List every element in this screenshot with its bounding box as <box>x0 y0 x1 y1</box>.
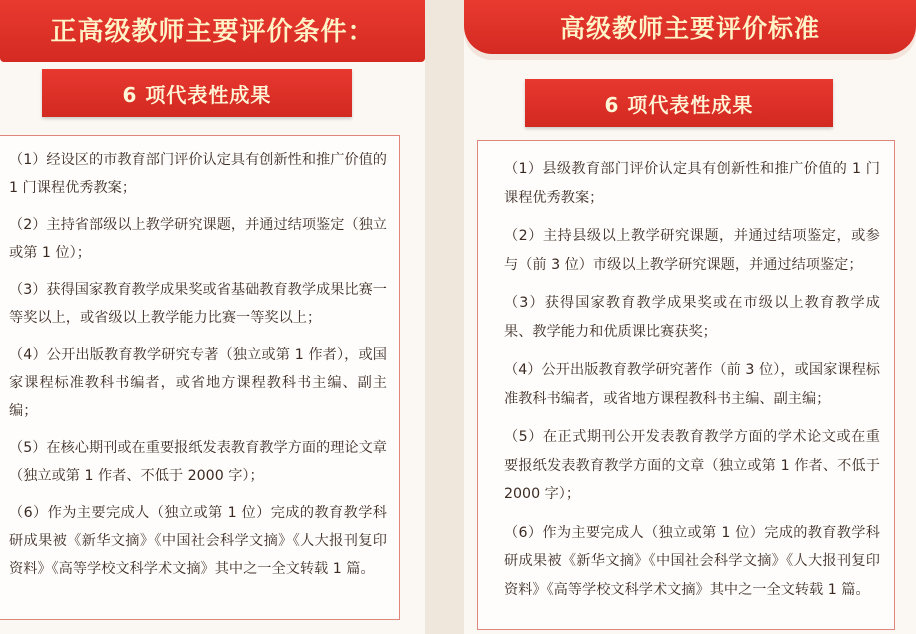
left-criterion-5: （5）在核心期刊或在重要报纸发表教育教学方面的理论文章（独立或第 1 作者、不低于 2000 字）； <box>9 440 387 484</box>
left-subtitle: 6 项代表性成果 <box>122 82 272 107</box>
right-criteria-list <box>477 140 895 630</box>
senior-professional-teacher-panel <box>0 0 425 634</box>
right-subtitle: 6 项代表性成果 <box>604 92 754 117</box>
left-criterion-3: （3）获得国家教育教学成果奖或省基础教育教学成果比赛一等奖以上，或省级以上教学能力比赛一等奖以上； <box>9 282 387 326</box>
right-criterion-1: （1）县级教育部门评价认定具有创新性和推广价值的 1 门课程优秀教案； <box>504 161 880 206</box>
right-criterion-5: （5）在正式期刊公开发表教育教学方面的学术论文或在重要报纸发表教育教学方面的文章（独立或第 1 作者、不低于 2000 字）； <box>504 429 880 502</box>
senior-teacher-panel <box>464 0 916 634</box>
left-criterion-4: （4）公开出版教育教学研究专著（独立或第 1 作者），或国家课程标准教科书编者，或省地方课程教科书主编、副主编； <box>9 347 387 419</box>
right-criterion-3: （3）获得国家教育教学成果奖或在市级以上教育教学成果、教学能力和优质课比赛获奖； <box>504 295 880 340</box>
right-criterion-2: （2）主持县级以上教学研究课题，并通过结项鉴定，或参与（前 3 位）市级以上教学研究课题，并通过结项鉴定； <box>504 228 880 273</box>
left-criterion-6: （6）作为主要完成人（独立或第 1 位）完成的教育教学科研成果被《新华文摘》《中国社会科学文摘》《人大报刊复印资料》《高等学校文科学术文摘》其中之一全文转载 1 篇。 <box>9 505 387 577</box>
right-subtitle-banner <box>525 79 833 127</box>
left-header-banner <box>0 0 425 62</box>
right-header-title: 高级教师主要评价标准 <box>559 14 820 43</box>
panel-divider <box>425 0 464 634</box>
left-header-title: 正高级教师主要评价条件： <box>50 16 375 47</box>
left-criteria-list <box>0 135 400 620</box>
right-header-banner <box>464 0 916 54</box>
left-criterion-2: （2）主持省部级以上教学研究课题，并通过结项鉴定（独立或第 1 位）； <box>9 217 387 261</box>
left-subtitle-banner <box>42 69 352 117</box>
right-criterion-6: （6）作为主要完成人（独立或第 1 位）完成的教育教学科研成果被《新华文摘》《中国社会科学文摘》《人大报刊复印资料》《高等学校文科学术文摘》其中之一全文转载 1 篇。 <box>504 524 880 598</box>
left-criterion-1: （1）经设区的市教育部门评价认定具有创新性和推广价值的 1 门课程优秀教案； <box>9 152 387 196</box>
right-criterion-4: （4）公开出版教育教学研究著作（前 3 位），或国家课程标准教科书编者，或省地方课程教科书主编、副主编； <box>504 362 880 407</box>
